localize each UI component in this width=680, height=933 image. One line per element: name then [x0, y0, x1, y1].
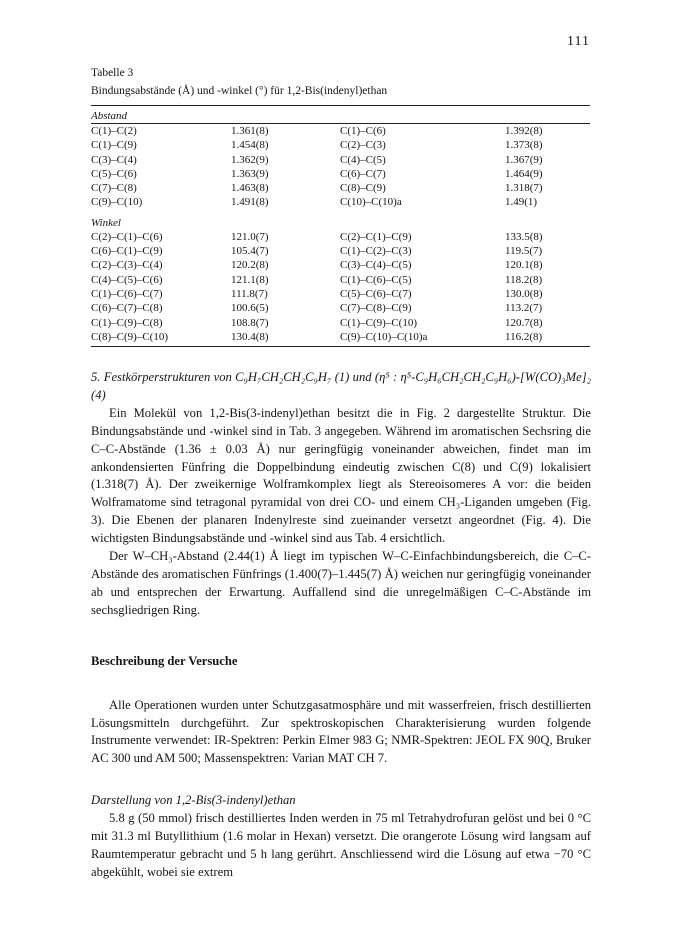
- bond-label: C(3)–C(4): [91, 153, 137, 166]
- table-row: [91, 258, 590, 272]
- bond-value: 121.1(8): [231, 273, 269, 286]
- section-5-paragraph-2: Der W–CH₃-Abstand (2.44(1) Å liegt im typischen W–C-Einfachbindungsbereich, die C–C-Abstände des aromatischen Fünfrings (1.400(7)–1.445(7) Å) weichen nur geringfügig voneinander ab und entsprechen der Erwartung. Auffallend sind die unregelmäßigen C–C-Abstände im sechsgliedrigen Ring.: [91, 549, 591, 617]
- bond-value: 1.367(9): [505, 153, 543, 166]
- bond-value: 1.454(8): [231, 139, 269, 152]
- bond-label: C(6)–C(7): [340, 167, 386, 180]
- table-row: [91, 230, 590, 244]
- table-row: [91, 124, 590, 138]
- bond-label: C(9)–C(10)–C(10)a: [340, 330, 428, 343]
- bond-value: 118.2(8): [505, 273, 543, 286]
- table-row: [91, 195, 590, 209]
- bond-value: 120.2(8): [231, 259, 269, 272]
- bond-value: 1.392(8): [505, 125, 543, 137]
- table-row: [91, 330, 590, 344]
- distance-table: [91, 124, 590, 210]
- table-row: [91, 301, 590, 315]
- table-bottom-rule: [91, 346, 590, 347]
- bond-value: 1.361(8): [231, 125, 269, 137]
- section-5-title: 5. Festkörperstrukturen von C₉H₇CH₂CH₂C₉H₇ (1) und (η⁵ : η⁵-C₉H₆CH₂CH₂C₉H₆)-[W(CO)₃Me]₂ (4): [91, 370, 591, 402]
- bond-label: C(1)–C(6): [340, 125, 386, 137]
- table-row: [91, 138, 590, 152]
- bond-label: C(4)–C(5): [340, 153, 386, 166]
- table-row: [91, 287, 590, 301]
- bond-value: 111.8(7): [231, 287, 268, 300]
- bond-value: 130.0(8): [505, 287, 543, 300]
- table-section-angle: Winkel: [91, 216, 121, 229]
- experiments-paragraph: Alle Operationen wurden unter Schutzgasatmosphäre und mit wasserfreien, frisch destillierten Lösungsmitteln durchgeführt. Zur spektroskopischen Charakterisierung wurden folgende Instrumente verwendet: IR-Spektren: Perkin Elmer 983 G; NMR-Spektren: JEOL FX 90Q, Bruker AC 300 und AM 500; Massenspektren: Varian MAT CH 7.: [91, 697, 591, 766]
- table-row: [91, 181, 590, 195]
- table-label: Tabelle 3: [91, 67, 134, 79]
- bond-label: C(10)–C(10)a: [340, 196, 402, 209]
- bond-value: 1.363(9): [231, 167, 269, 180]
- bond-value: 133.5(8): [505, 230, 543, 243]
- bond-value: 1.463(8): [231, 182, 269, 195]
- bond-label: C(1)–C(2): [91, 125, 137, 137]
- table-row: [91, 316, 590, 330]
- bond-label: C(1)–C(9): [91, 139, 137, 152]
- bond-value: 1.464(9): [505, 167, 543, 180]
- bond-label: C(7)–C(8): [91, 182, 137, 195]
- bond-value: 116.2(8): [505, 330, 543, 343]
- bond-label: C(5)–C(6)–C(7): [340, 287, 412, 300]
- bond-label: C(1)–C(2)–C(3): [340, 245, 412, 258]
- preparation-heading: Darstellung von 1,2-Bis(3-indenyl)ethan: [91, 793, 296, 808]
- bond-label: C(7)–C(8)–C(9): [340, 302, 412, 315]
- bond-label: C(2)–C(3): [340, 139, 386, 152]
- bond-label: C(6)–C(1)–C(9): [91, 245, 163, 258]
- bond-label: C(1)–C(9)–C(10): [340, 316, 417, 329]
- bond-label: C(4)–C(5)–C(6): [91, 273, 163, 286]
- bond-value: 105.4(7): [231, 245, 269, 258]
- bond-label: C(2)–C(1)–C(9): [340, 230, 412, 243]
- bond-value: 108.8(7): [231, 316, 269, 329]
- bond-value: 1.373(8): [505, 139, 543, 152]
- bond-label: C(8)–C(9)–C(10): [91, 330, 168, 343]
- bond-value: 1.491(8): [231, 196, 269, 209]
- bond-value: 120.1(8): [505, 259, 543, 272]
- table-row: [91, 167, 590, 181]
- table-section-distance: Abstand: [91, 110, 128, 122]
- bond-label: C(2)–C(1)–C(6): [91, 230, 163, 243]
- bond-label: C(8)–C(9): [340, 182, 386, 195]
- table-caption: Bindungsabstände (Å) und -winkel (°) für 1,2-Bis(indenyl)ethan: [91, 85, 388, 97]
- table-top-rule: [91, 105, 590, 106]
- bond-label: C(6)–C(7)–C(8): [91, 302, 163, 315]
- bond-label: C(1)–C(6)–C(7): [91, 287, 163, 300]
- bond-value: 121.0(7): [231, 230, 269, 243]
- table-row: [91, 273, 590, 287]
- bond-value: 1.362(9): [231, 153, 269, 166]
- bond-value: 120.7(8): [505, 316, 543, 329]
- table-row: [91, 244, 590, 258]
- bond-table-block: [91, 66, 590, 347]
- section-5-paragraph-1: Ein Molekül von 1,2-Bis(3-indenyl)ethan besitzt die in Fig. 2 dargestellte Struktur. Die Bindungsabstände und -winkel sind in Tab. 3 angegeben. Während im aromatischen Sechsring die C–C-Abstände (1.36 ± 0.03 Å) nur geringfügig voneinander abweichen, findet man im ankondensierten Fünfring die Doppelbindung eindeutig zwischen C(8) und C(9) lokalisiert (1.318(7) Å). Der zweikernige Wolframkomplex liegt als Stereoisomeres A vor: die beiden Wolframatome sind tetragonal pyramidal von drei CO- und einem CH₃-Liganden umgeben (Fig. 3). Die Ebenen der planaren Indenylreste sind zueinander versetzt angeordnet (Fig. 4). Die wichtigsten Bindungsabstände und -winkel sind aus Tab. 4 ersichtlich.: [91, 405, 591, 546]
- bond-value: 113.2(7): [505, 302, 543, 315]
- bond-label: C(1)–C(9)–C(8): [91, 316, 163, 329]
- bond-label: C(1)–C(6)–C(5): [340, 273, 412, 286]
- bond-value: 1.49(1): [505, 196, 538, 209]
- bond-label: C(3)–C(4)–C(5): [340, 259, 412, 272]
- bond-value: 119.5(7): [505, 245, 543, 258]
- body-text: [91, 369, 591, 882]
- experiments-heading: Beschreibung der Versuche: [91, 653, 238, 668]
- bond-label: C(2)–C(3)–C(4): [91, 259, 163, 272]
- angle-table: [91, 230, 590, 344]
- table-row: [91, 153, 590, 167]
- bond-label: C(5)–C(6): [91, 167, 137, 180]
- page-number: 111: [567, 34, 590, 49]
- bond-value: 130.4(8): [231, 330, 269, 343]
- bond-value: 1.318(7): [505, 182, 543, 195]
- bond-value: 100.6(5): [231, 302, 269, 315]
- preparation-paragraph: 5.8 g (50 mmol) frisch destilliertes Inden werden in 75 ml Tetrahydrofuran gelöst und bei 0 °C mit 31.3 ml Butyllithium (1.6 molar in Hexan) versetzt. Die orangerote Lösung wird langsam auf Raumtemperatur gebracht und 5 h lang gerührt. Anschliessend wird die Lösung auf etwa −70 °C abgekühlt, wobei sie extrem: [91, 811, 591, 879]
- bond-label: C(9)–C(10): [91, 196, 143, 209]
